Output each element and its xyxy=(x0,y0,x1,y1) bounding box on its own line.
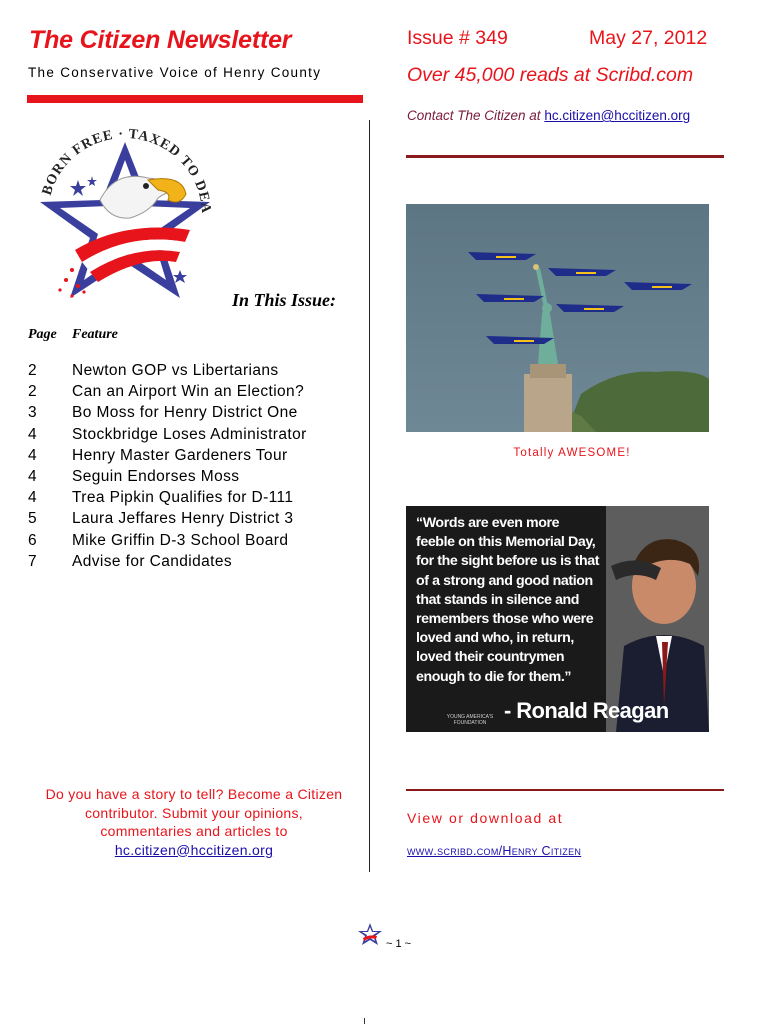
story-line-1: Do you have a story to tell? Become a Citizen xyxy=(45,786,343,802)
toc-page-number: 4 xyxy=(28,446,38,464)
toc-header xyxy=(28,327,118,343)
toc-row xyxy=(28,381,307,402)
toc-page-number: 2 xyxy=(28,362,38,379)
toc-row xyxy=(28,360,307,381)
toc-row xyxy=(28,487,307,508)
quote-line: that stands in silence and xyxy=(416,591,580,608)
reagan-quote-image xyxy=(406,506,709,732)
contact-prefix: Contact The Citizen at xyxy=(407,108,545,123)
toc-page-number: 5 xyxy=(28,510,38,528)
toc-feature: Mike Griffin D-3 School Board xyxy=(72,531,289,549)
story-invite xyxy=(24,785,364,859)
toc-page-number: 4 xyxy=(28,468,38,486)
toc-feature: Advise for Candidates xyxy=(72,552,233,570)
quote-line: of a strong and good nation xyxy=(416,572,593,589)
toc-row xyxy=(28,445,307,466)
reads-count: Over 45,000 reads at Scribd.com xyxy=(407,64,694,86)
in-this-issue-heading: In This Issue: xyxy=(232,290,337,310)
eagle-star-icon xyxy=(30,120,220,310)
toc-list xyxy=(28,360,307,572)
toc-feature: Bo Moss for Henry District One xyxy=(72,404,298,422)
view-download-label: View or download at xyxy=(407,810,564,826)
toc-feature: Can an Airport Win an Election? xyxy=(72,383,305,401)
bottom-tick xyxy=(364,1018,365,1024)
toc-page-number: 4 xyxy=(28,425,38,443)
quote-attribution: - Ronald Reagan xyxy=(504,698,669,723)
toc-row xyxy=(28,508,307,529)
scribd-link[interactable]: www.scribd.com/Henry Citizen xyxy=(407,844,582,858)
toc-feature: Stockbridge Loses Administrator xyxy=(72,425,307,443)
toc-row xyxy=(28,466,307,487)
toc-row xyxy=(28,424,307,445)
right-divider-bottom xyxy=(406,789,724,791)
toc-feature: Laura Jeffares Henry District 3 xyxy=(72,510,294,528)
quote-line: loved and who, in return, xyxy=(416,630,574,647)
issue-date: May 27, 2012 xyxy=(589,27,708,49)
story-line-3: commentaries and articles to xyxy=(100,823,288,839)
quote-line: enough to die for them.” xyxy=(416,668,572,685)
toc-col-page: Page xyxy=(28,327,57,342)
toc-page-number: 3 xyxy=(28,404,38,422)
toc-feature: Newton GOP vs Libertarians xyxy=(72,362,279,379)
toc-page-number: 4 xyxy=(28,489,38,507)
yaf-badge: YOUNG AMERICA'S FOUNDATION xyxy=(446,714,494,726)
toc-page-number: 2 xyxy=(28,383,38,401)
story-line-2: contributor. Submit your opinions, xyxy=(85,804,303,821)
contact-line xyxy=(407,108,690,123)
contact-email-link[interactable]: hc.citizen@hccitizen.org xyxy=(544,108,691,123)
toc-page-number: 7 xyxy=(28,552,38,570)
page-number: ~ 1 ~ xyxy=(386,938,412,950)
toc-feature: Trea Pipkin Qualifies for D-111 xyxy=(72,489,294,507)
issue-number: Issue # 349 xyxy=(407,27,508,49)
quote-line: remembers those who were xyxy=(416,611,594,628)
title-divider xyxy=(27,95,363,103)
tagline: The Conservative Voice of Henry County xyxy=(28,65,322,80)
quote-line: for the sight before us is that xyxy=(416,553,600,570)
logo-arc-text: BORN FREE · TAXED TO DEA xyxy=(39,126,214,214)
reagan-quote-text xyxy=(416,514,636,687)
toc-feature: Henry Master Gardeners Tour xyxy=(72,446,288,464)
toc-col-feature: Feature xyxy=(72,327,118,342)
toc-row xyxy=(28,402,307,423)
footer-logo-icon xyxy=(356,920,384,948)
quote-line: “Words are even more xyxy=(416,515,560,531)
newsletter-title: The Citizen Newsletter xyxy=(29,26,292,54)
toc-feature: Seguin Endorses Moss xyxy=(72,468,240,486)
photo-caption: Totally AWESOME! xyxy=(513,447,631,459)
column-divider xyxy=(369,120,370,872)
right-divider-top xyxy=(406,155,724,158)
toc-row xyxy=(28,530,307,551)
toc-row xyxy=(28,551,307,572)
blue-angels-photo xyxy=(406,204,709,432)
toc-page-number: 6 xyxy=(28,531,38,549)
quote-line: loved their countrymen xyxy=(416,649,565,666)
born-free-logo xyxy=(30,120,220,310)
quote-line: feeble on this Memorial Day, xyxy=(416,534,596,551)
story-email-link[interactable]: hc.citizen@hccitizen.org xyxy=(114,841,274,858)
